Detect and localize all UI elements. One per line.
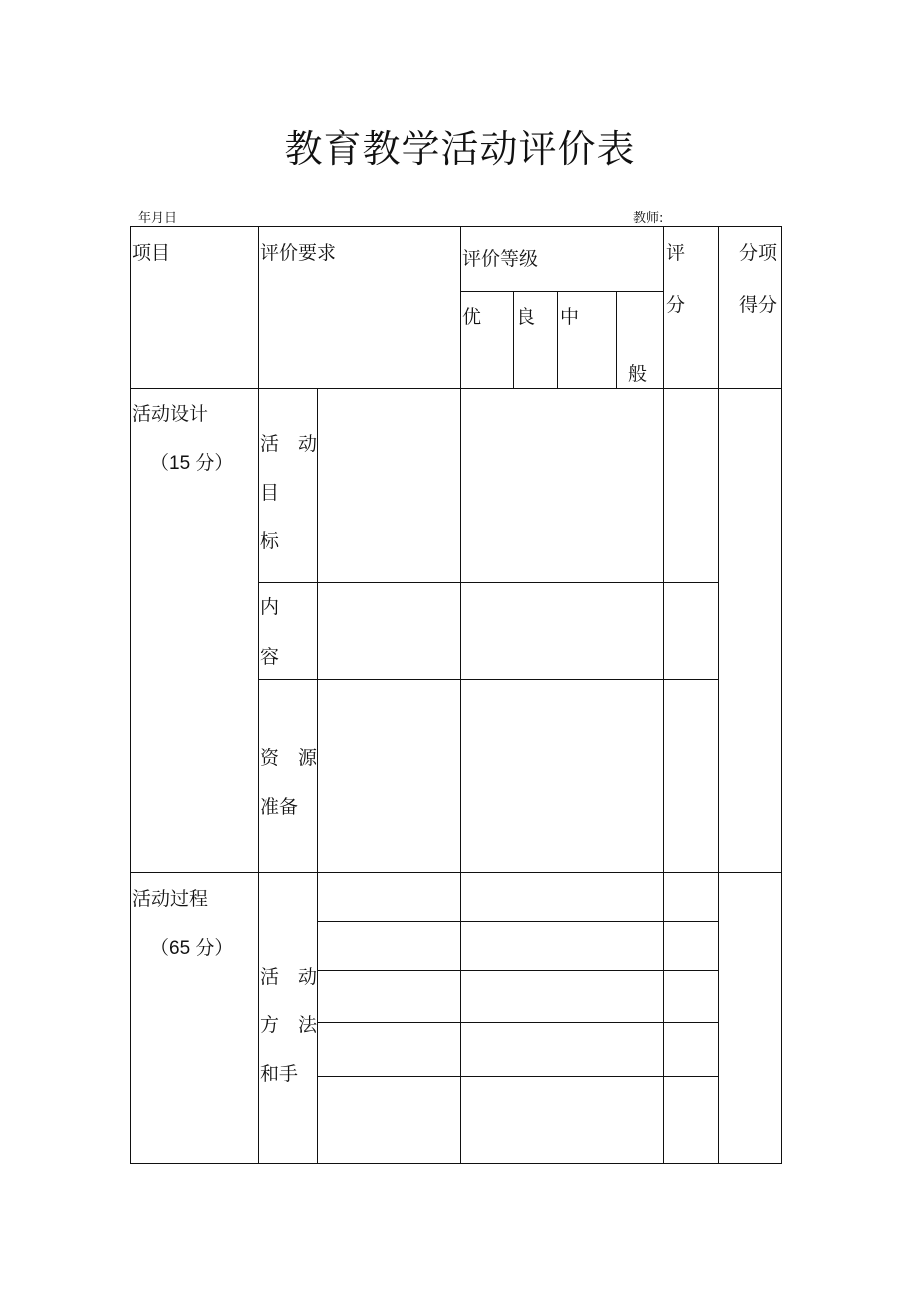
section1-row2-line1: 内	[260, 596, 280, 618]
section2-sub-line2: 方 法	[260, 1014, 318, 1036]
section1-row1-line2: 目	[260, 482, 280, 504]
section1-row3-line1: 资 源	[260, 747, 318, 769]
grade-average-1: 中	[560, 306, 580, 328]
section1-row3-line2: 准备	[260, 796, 299, 818]
section1-points: （15 分）	[150, 453, 234, 474]
header-requirement: 评价要求	[260, 242, 337, 264]
section1-row1-line3: 标	[260, 530, 280, 552]
section2-points: （65 分）	[150, 938, 234, 959]
section1-row1-line1: 活 动	[260, 433, 318, 455]
header-grade: 评价等级	[462, 248, 539, 270]
grade-good: 良	[516, 306, 536, 328]
section2-name: 活动过程	[132, 888, 209, 910]
section1-name: 活动设计	[132, 403, 209, 425]
header-sub-score-2: 得分	[739, 294, 778, 316]
grade-excellent: 优	[462, 306, 482, 328]
grade-average-2: 般	[628, 363, 648, 385]
header-item: 项目	[132, 242, 171, 264]
header-score-2: 分	[666, 294, 686, 316]
section2-sub-line1: 活 动	[260, 966, 318, 988]
page-title: 教育教学活动评价表	[284, 127, 636, 171]
section1-row2-line2: 容	[260, 646, 280, 668]
header-sub-score-1: 分项	[739, 242, 778, 264]
teacher-label: 教师:	[633, 211, 664, 226]
section2-sub-line3: 和手	[260, 1063, 299, 1085]
date-label: 年月日	[138, 211, 178, 226]
header-score-1: 评	[666, 242, 686, 264]
